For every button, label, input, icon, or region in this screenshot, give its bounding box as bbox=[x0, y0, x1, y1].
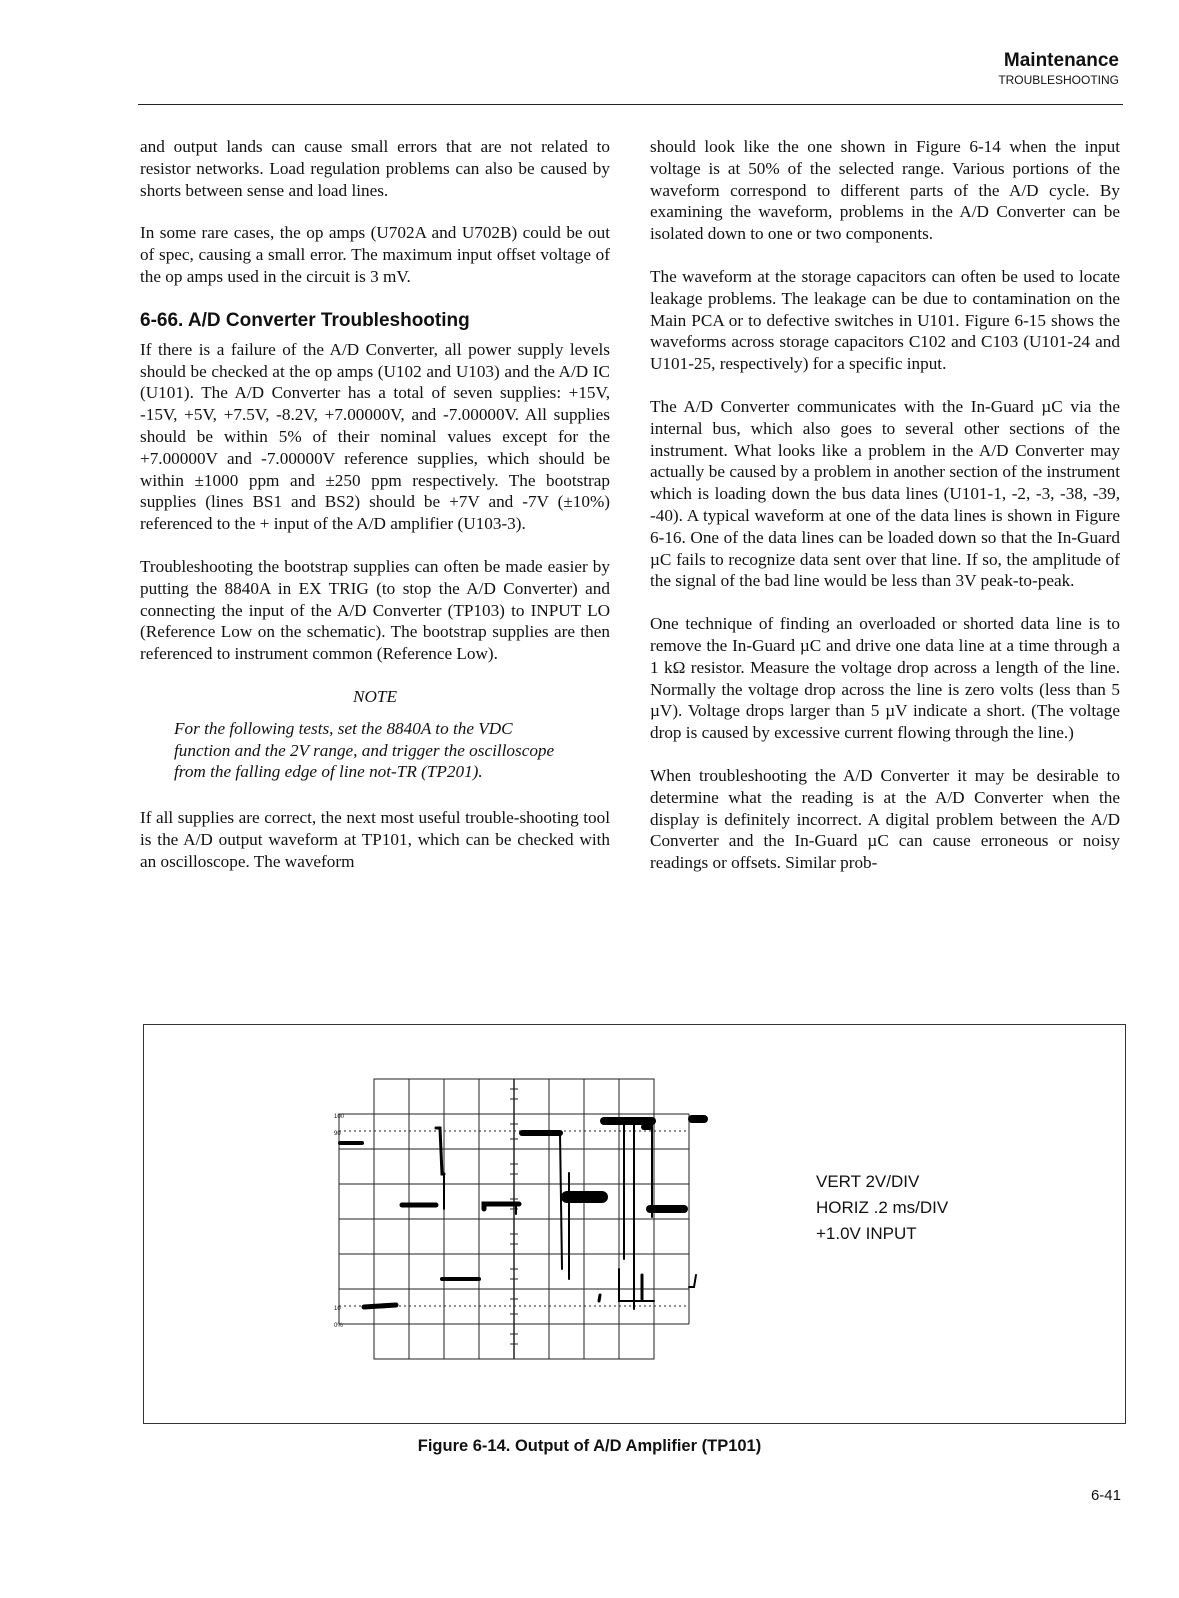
scope-label-90: 90 bbox=[334, 1131, 341, 1137]
scope-label-0: 0% bbox=[334, 1323, 343, 1329]
section-heading: 6-66. A/D Converter Troubleshooting bbox=[140, 309, 470, 331]
right-paragraph-1: should look like the one shown in Figure 6-14 when the input voltage is at 50% of the selected range. Various portions of the waveform correspond to different parts of the A/D cycle. By examining the waveform, problems in the A/D Converter can be isolated down to one or two components. bbox=[650, 137, 1120, 244]
figure-caption: Figure 6-14. Output of A/D Amplifier (TP101) bbox=[417, 1437, 762, 1455]
figure-frame bbox=[143, 1024, 1126, 1424]
right-paragraph-4: One technique of finding an overloaded or shorted data line is to remove the In-Guard µC and drive one data line at a time through a 1 kΩ resistor. Measure the voltage drop across a length of the line. Normally the voltage drop across the line is zero volts (less than 5 µV). Voltage drops larger than 5 µV indicate a short. (The voltage drop is caused by excessive current flowing through the line.) bbox=[650, 614, 1120, 743]
scope-trace bbox=[340, 1119, 704, 1309]
header-divider bbox=[138, 104, 1123, 105]
left-paragraph-3: If there is a failure of the A/D Converter, all power supply levels should be checked at the op amps (U102 and U103) and the A/D IC (U101). The A/D Converter has a total of seven supplies: +15V, -15V, +5V, +7.5V, -8.2V, +7.00000V, and -7.00000V. All supplies should be within 5% of their nominal values except for the +7.00000V and -7.00000V reference supplies, which should be within ±1000 ppm and ±250 ppm respectively. The bootstrap supplies (lines BS1 and BS2) should be +7V and -7V (±10%) referenced to the + input of the A/D amplifier (U103-3). bbox=[140, 339, 610, 534]
left-column bbox=[140, 136, 610, 894]
note-title: NOTE bbox=[353, 686, 397, 706]
horizontal-scale-label: HORIZ .2 ms/DIV bbox=[816, 1198, 949, 1217]
left-paragraph-2: In some rare cases, the op amps (U702A and U702B) could be out of spec, causing a small error. The maximum input offset voltage of the op amps used in the circuit is 3 mV. bbox=[140, 223, 610, 286]
oscilloscope-waveform bbox=[334, 1069, 714, 1369]
right-paragraph-3: The A/D Converter communicates with the In-Guard µC via the internal bus, which also goes to several other sections of the instrument. What looks like a problem in the A/D Converter may actually be caused by a problem in another section of the instrument which is loading down the bus data lines (U101-1, -2, -3, -38, -39, -40). A typical waveform at one of the data lines is shown in Figure 6-16. One of the data lines can be loaded down so that the In-Guard µC fails to recognize data sent over that line. If so, the amplitude of the signal of the bad line would be less than 3V peak-to-peak. bbox=[650, 396, 1120, 591]
input-level-label: +1.0V INPUT bbox=[816, 1224, 917, 1243]
scope-label-10: 10 bbox=[334, 1306, 341, 1312]
note-body: For the following tests, set the 8840A to the VDC function and the 2V range, and trigger the oscilloscope from the falling edge of line not-TR (TP201). bbox=[174, 718, 555, 782]
right-paragraph-5: When troubleshooting the A/D Converter it may be desirable to determine what the reading is at the A/D Converter when the display is definitely incorrect. A digital problem between the A/D Converter and the In-Guard µC can cause erroneous or noisy readings or offsets. Similar prob- bbox=[650, 765, 1120, 873]
right-paragraph-2: The waveform at the storage capacitors can often be used to locate leakage problems. The leakage can be due to contamination on the Main PCA or to defective switches in U101. Figure 6-15 shows the waveforms across storage capacitors C102 and C103 (U101-24 and U101-25, respectively) for a specific input. bbox=[650, 266, 1120, 374]
scope-settings bbox=[816, 1169, 948, 1247]
scope-label-100: 100 bbox=[334, 1114, 345, 1120]
vertical-scale-label: VERT 2V/DIV bbox=[816, 1172, 920, 1191]
section-subtitle: TROUBLESHOOTING bbox=[998, 73, 1119, 87]
section-title: Maintenance bbox=[1003, 50, 1119, 71]
left-paragraph-4: Troubleshooting the bootstrap supplies can often be made easier by putting the 8840A in EX TRIG (to stop the A/D Converter) and connecting the input of the A/D Converter (TP103) to INPUT LO (Reference Low on the schematic). The bootstrap supplies are then referenced to instrument common (Reference Low). bbox=[140, 556, 610, 664]
left-paragraph-1: and output lands can cause small errors that are not related to resistor networks. Load regulation problems can also be caused by shorts between sense and load lines. bbox=[140, 137, 610, 200]
right-column bbox=[650, 136, 1120, 895]
left-paragraph-5: If all supplies are correct, the next most useful trouble-shooting tool is the A/D output waveform at TP101, which can be checked with an oscilloscope. The waveform bbox=[140, 808, 610, 871]
page-number: 6-41 bbox=[1090, 1487, 1121, 1504]
